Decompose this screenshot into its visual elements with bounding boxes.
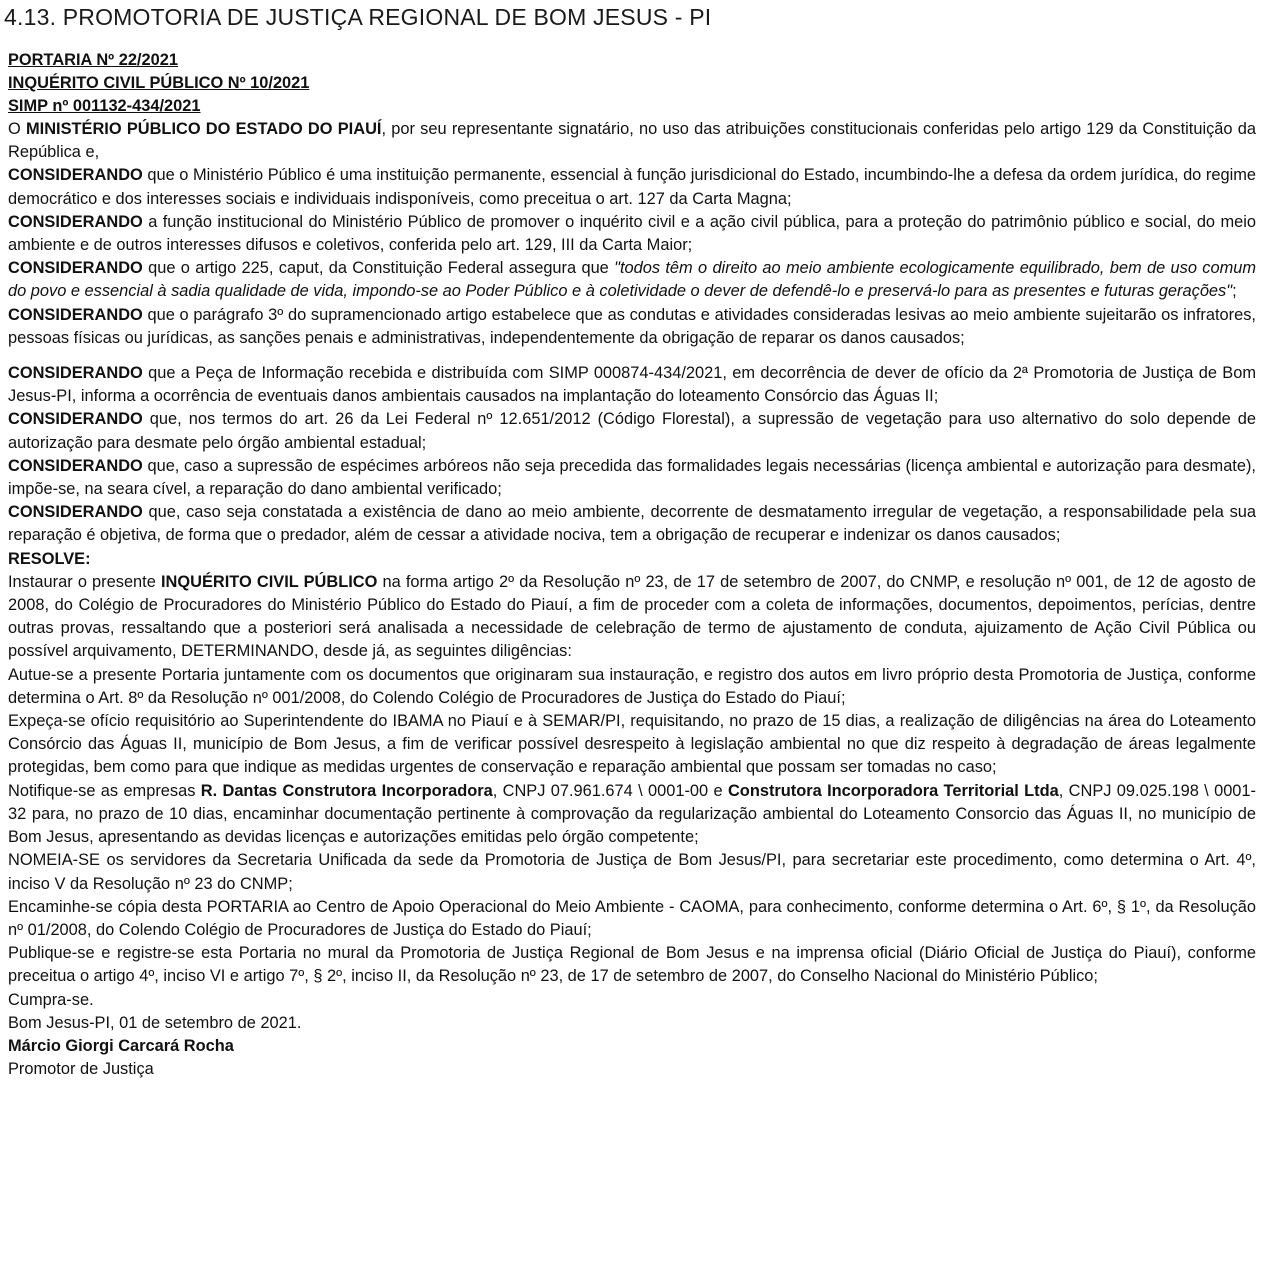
expeca-paragraph: Expeça-se ofício requisitório ao Superintendente do IBAMA no Piauí e à SEMAR/PI, requisitando, no prazo de 15 dias, a realização de diligências na área do Loteamento Consórcio das Águas II, município de Bom Jesus, a fim de verificar possível desrespeito à legislação ambiental no que diz respeito à degradação de áreas legalmente protegidas, bem como para que indique as medidas urgentes de conservação e reparação ambiental que possam ser tomadas no caso; — [8, 712, 1256, 777]
notifique-post: , CNPJ 09.025.198 \ 0001-32 para, no prazo de 10 dias, encaminhar documentação pertinente à comprovação da regularização ambiental do Loteamento Consorcio das Águas II, no município de Bom Jesus, apresentando as devidas licenças e autorizações emitidas pelo órgão competente; — [8, 781, 1256, 847]
notifique-paragraph — [8, 780, 1256, 850]
considerando-text: que, caso seja constatada a existência de dano ao meio ambiente, decorrente de desmatamento irregular de vegetação, a responsabilidade pela sua reparação é objetiva, de forma que o predador, além de cessar a atividade nociva, tem a obrigação de recuperar e indenizar os danos causados; — [8, 503, 1256, 545]
considerando-label: CONSIDERANDO — [8, 364, 143, 383]
notifique-mid: , CNPJ 07.961.674 \ 0001-00 e — [492, 781, 728, 800]
considerando-text: que, nos termos do art. 26 da Lei Federal nº 12.651/2012 (Código Florestal), a supressão de vegetação para uso alternativo do solo depende de autorização para desmate pelo órgão ambiental estadual; — [8, 410, 1256, 452]
instaurar-post: na forma artigo 2º da Resolução nº 23, de 17 de setembro de 2007, do CNMP, e resolução nº 001, de 12 de agosto de 2008, do Colégio de Procuradores do Ministério Público do Estado do Piauí, a fim de proceder com a coleta de informações, documentos, depoimentos, perícias, dentre outras provas, ressaltando que a posteriori será analisada a necessidade de celebração de termo de ajustamento de conduta, ajuizamento de Ação Civil Pública ou possível arquivamento, DETERMINANDO, desde já, as seguintes diligências: — [8, 572, 1256, 661]
company-2: Construtora Incorporadora Territorial Ltda — [727, 781, 1059, 800]
portaria-number: PORTARIA Nº 22/2021 — [8, 51, 178, 69]
intro-post: , por seu representante signatário, no uso das atribuições constitucionais conferidas pelo artigo 129 da Constituição da República e, — [8, 120, 1256, 162]
signer-role: Promotor de Justiça — [8, 1060, 154, 1079]
considerando-text: a função institucional do Ministério Público de promover o inquérito civil e a ação civil pública, para a proteção do patrimônio público e social, do meio ambiente e de outros interesses difusos e coletivos, conferida pelo art. 129, III da Carta Maior; — [8, 212, 1256, 255]
considerando-end: ; — [1232, 282, 1237, 301]
considerando-2 — [8, 211, 1256, 257]
publique-paragraph: Publique-se e registre-se esta Portaria no mural da Promotoria de Justiça Regional de Bom Jesus e na imprensa oficial (Diário Oficial de Justiça do Piauí), conforme preceitua o artigo 4º, inciso VI e artigo 7º, § 2º, inciso II, da Resolução nº 23, de 17 de setembro de 2007, do Conselho Nacional do Ministério Público; — [8, 944, 1256, 986]
considerando-4 — [8, 304, 1256, 350]
intro-paragraph — [8, 118, 1256, 164]
constitution-quote: "todos têm o direito ao meio ambiente ecologicamente equilibrado, bem de uso comum do povo e essencial à sadia qualidade de vida, impondo-se ao Poder Público e à coletividade o dever de defendê-lo e preservá-lo para as presentes e futuras gerações" — [8, 259, 1257, 301]
considerando-label: CONSIDERANDO — [8, 503, 143, 522]
encaminhe-paragraph: Encaminhe-se cópia desta PORTARIA ao Centro de Apoio Operacional do Meio Ambiente - CAOMA, para conhecimento, conforme determina o Art. 6º, § 1º, da Resolução nº 01/2008, do Colendo Colégio de Procuradores de Justiça do Estado do Piauí; — [8, 897, 1256, 939]
considerando-6 — [8, 408, 1256, 454]
considerando-label: CONSIDERANDO — [8, 305, 143, 324]
instaurar-paragraph — [8, 571, 1256, 664]
signer-name: Márcio Giorgi Carcará Rocha — [8, 1036, 234, 1055]
considerando-label: CONSIDERANDO — [8, 166, 143, 185]
considerando-label: CONSIDERANDO — [8, 259, 143, 278]
considerando-1 — [8, 164, 1256, 210]
considerando-text: que o artigo 225, caput, da Constituição Federal assegura que — [142, 259, 615, 278]
autue-paragraph: Autue-se a presente Portaria juntamente com os documentos que originaram sua instauração, e registro dos autos em livro próprio desta Promotoria de Justiça, conforme determina o Art. 8º da Resolução nº 001/2008, do Colendo Colégio de Procuradores de Justiça do Estado do Piauí; — [8, 665, 1256, 707]
considerando-7 — [8, 455, 1256, 501]
section-title: 4.13. PROMOTORIA DE JUSTIÇA REGIONAL DE BOM JESUS - PI — [4, 4, 712, 30]
inquerito-number: INQUÉRITO CIVIL PÚBLICO Nº 10/2021 — [8, 74, 310, 92]
considerando-5 — [8, 362, 1256, 408]
considerando-text: que o parágrafo 3º do supramencionado artigo estabelece que as condutas e atividades consideradas lesivas ao meio ambiente sujeitarão os infratores, pessoas físicas ou jurídicas, as sanções penais e administrativas, independentemente da obrigação de reparar os danos causados; — [8, 305, 1256, 347]
considerando-label: CONSIDERANDO — [8, 456, 143, 475]
considerando-label: CONSIDERANDO — [8, 410, 143, 429]
company-1: R. Dantas Construtora Incorporadora — [200, 781, 493, 800]
considerando-8 — [8, 501, 1256, 547]
considerando-text: que o Ministério Público é uma instituição permanente, essencial à função jurisdicional do Estado, incumbindo-lhe a defesa da ordem jurídica, do regime democrático e dos interesses sociais e individuais indisponíveis, como preceitua o art. 127 da Carta Magna; — [8, 166, 1256, 208]
instaurar-pre: Instaurar o presente — [8, 572, 161, 591]
portaria-document — [8, 49, 1256, 1081]
paragraph-gap — [8, 350, 1256, 362]
resolve-heading: RESOLVE: — [8, 549, 91, 568]
notifique-pre: Notifique-se as empresas — [8, 781, 201, 800]
date-line: Bom Jesus-PI, 01 de setembro de 2021. — [8, 1013, 302, 1032]
considerando-text: que, caso a supressão de espécimes arbóreos não seja precedida das formalidades legais necessárias (licença ambiental e autorização para desmate), impõe-se, na seara cível, a reparação do dano ambiental verificado; — [8, 456, 1256, 499]
considerando-text: que a Peça de Informação recebida e distribuída com SIMP 000874-434/2021, em decorrência de dever de ofício da 2ª Promotoria de Justiça de Bom Jesus-PI, informa a ocorrência de eventuais danos ambientais causados na implantação do loteamento Consórcio das Águas II; — [8, 364, 1256, 406]
nomeia-paragraph: NOMEIA-SE os servidores da Secretaria Unificada da sede da Promotoria de Justiça de Bom Jesus/PI, para secretariar este procedimento, como determina o Art. 4º, inciso V da Resolução nº 23 do CNMP; — [8, 851, 1256, 893]
instaurar-bold: INQUÉRITO CIVIL PÚBLICO — [160, 572, 378, 591]
considerando-label: CONSIDERANDO — [8, 212, 143, 231]
intro-org: MINISTÉRIO PÚBLICO DO ESTADO DO PIAUÍ — [25, 120, 382, 138]
simp-number: SIMP nº 001132-434/2021 — [8, 97, 201, 115]
considerando-3 — [8, 257, 1256, 303]
intro-pre: O — [8, 120, 26, 138]
cumpra-line: Cumpra-se. — [8, 990, 94, 1009]
